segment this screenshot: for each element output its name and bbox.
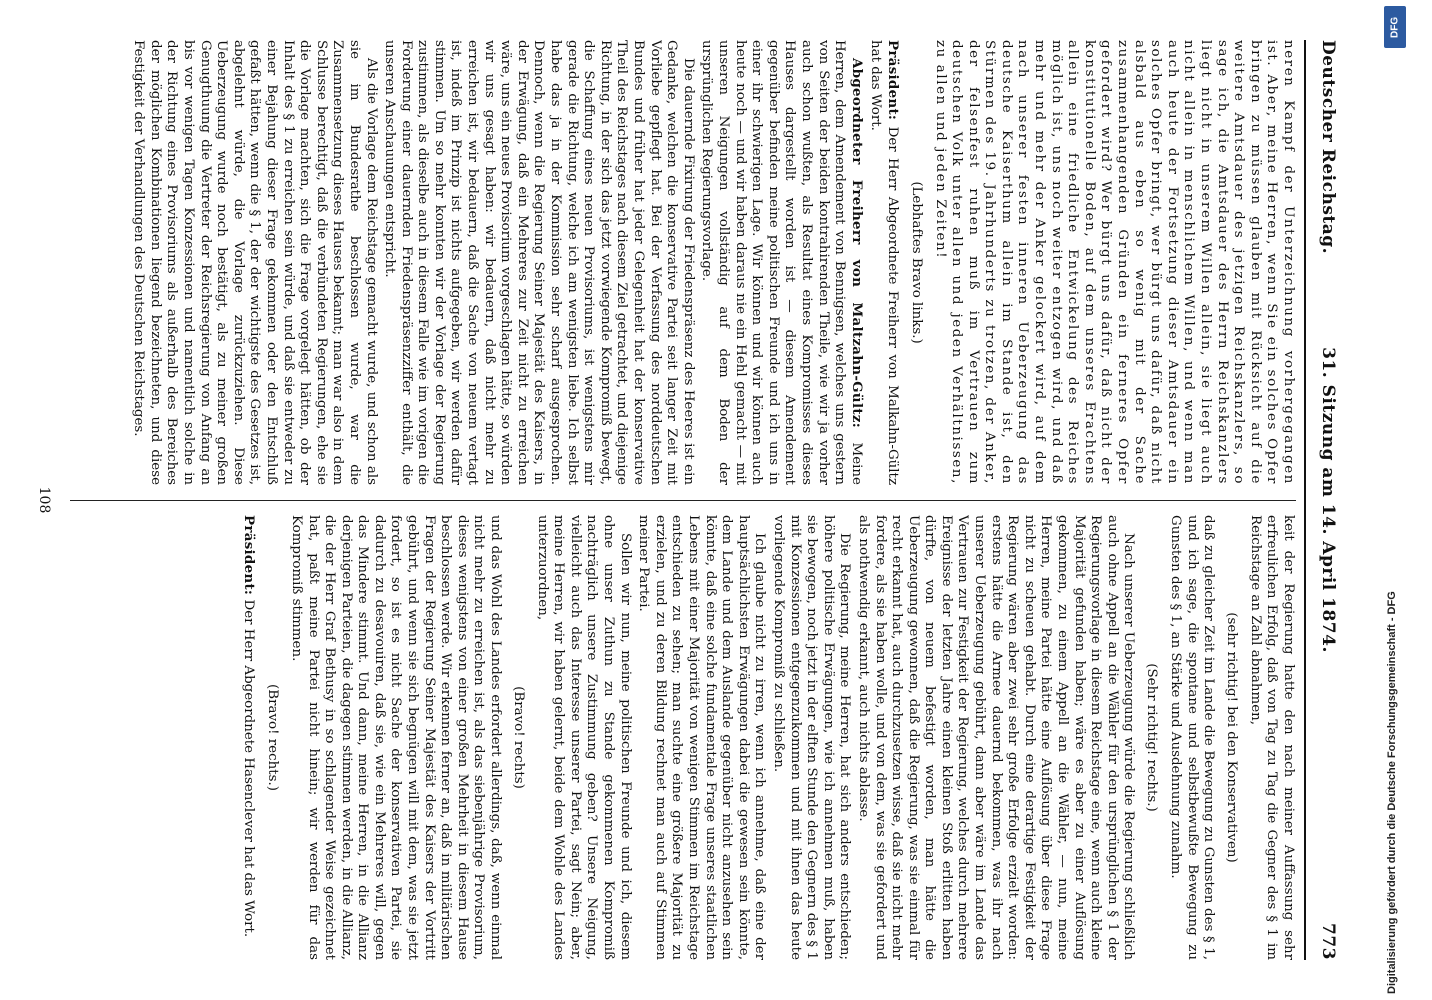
paragraph — [1166, 515, 1216, 960]
paragraph — [698, 40, 865, 485]
paragraph — [381, 40, 696, 485]
reaction-text: (Bravo! rechts) — [511, 686, 527, 789]
paragraph-text: Nach unserer Ueberzeugung würde die Regierung schließlich auch ohne Appell an die Wähler für den ursprünglichen § 1 der Regierungsvorlage in diesem Reichstage eine, wenn auch kleine Majorität gefunden haben; wäre es aber zu einer Auflösung gekommen, zu einem Appell an die Wähler, — nun, meine Herren, meine Partei hätte eine Auflösung über diese Frage nicht zu scheuen gehabt. Durch eine derartige Festigkeit der Regierung wären aber zwei sehr große Erfolge erzielt worden: erstens hätte die Armee dauernd bekommen, was ihr nach unserer Ueberzeugung gebührt, dann aber wäre im Lande das Vertrauen zur Festigkeit der Regierung, welches durch mehrere Ereignisse der letzten Jahre einen kleinen Stoß erlitten haben dürfte, von neuem befestigt worden, man hätte die Ueberzeugung gewonnen, daß die Regierung, was sie einmal für recht erkannt hat, auch durchzusetzen wisse, daß sie nicht mehr fordere, als sie haben wolle, und von dem, was sie gefordert und als nothwendig erkannt, auch nichts ablasse. — [855, 515, 1137, 960]
reaction-text: (Lebhaftes Bravo links.) — [908, 181, 924, 344]
reaction-text: (Sehr richtig! rechts.) — [1144, 663, 1160, 812]
paragraph — [130, 40, 379, 485]
speaker-name: Abgeordneter Freiherr von Maltzahn-Gültz: — [848, 58, 865, 428]
reaction-line — [263, 515, 281, 960]
paragraph-text: Die Regierung, meine Herren, hat sich anders entschieden; höhere politische Erwägungen, wie ich annehmen muß, haben sie bewogen, noch jetzt in der elften Stunde den Gegnern des § 1 mit Konzessionen entgegenzukommen und mit ihnen das heute vorliegende Kompromiß zu schließen. — [770, 515, 853, 960]
signature-mark: 108 — [36, 486, 52, 514]
paragraph — [240, 515, 258, 960]
right-column — [70, 515, 1296, 960]
paragraph-text: Sollen wir nun, meine politischen Freunde und ich, diesem ohne unser Zuthun zu Stande gekommenen Kompromiß nachträglich unsere Zustimmung geben? Unsere Neigung, vielleicht auch das Interesse unserer Partei, sagt Nein; aber, meine Herren, wir haben gelernt, beide dem Wohle des Landes unterzuordnen, — [534, 515, 633, 960]
running-title: Deutscher Reichstag. — [1318, 40, 1338, 255]
reaction-text: (Bravo! rechts.) — [265, 684, 281, 791]
reaction-line — [1142, 515, 1160, 960]
paragraph-text: Meine Herren, dem Amendement von Bennigsen, welches uns gestern von Seiten der beiden kontrahirenden Theile, wie wir ja vorher auch schon wußten, als Resultat eines Kompromisses dieses Hauses dargestellt worden ist — diesem Amendement gegenüber befinden meine politischen Freunde und ich uns in einer ihr schwierigen Lage. Wir können und wir können auch heute noch — und wir haben daraus nie ein Hehl gemacht — mit unseren Neigungen vollständig auf dem Boden der ursprünglichen Regierungsvorlage. — [699, 40, 864, 485]
reaction-line — [907, 40, 925, 485]
paragraph — [635, 515, 768, 960]
session-date: 31. Sitzung am 14. April 1874. — [1318, 347, 1338, 653]
paragraph — [533, 515, 633, 960]
paragraph-text: Der Herr Abgeordnete Hasenclever hat das Wort. — [241, 599, 257, 938]
funding-credit: Digitalisierung gefördert durch die Deutsche Forschungsgemeinschaft - DFG — [1386, 591, 1398, 994]
dfg-logo: DFG — [1384, 6, 1406, 48]
page-number: 773 — [1318, 923, 1338, 960]
side-note — [1380, 0, 1432, 1000]
speaker-name: Präsident: — [884, 40, 901, 121]
left-column — [70, 40, 1296, 485]
paragraph — [867, 40, 901, 485]
speaker-name: Präsident: — [241, 515, 258, 596]
reaction-line — [1222, 515, 1240, 960]
paragraph-text: Der Herr Abgeordnete Freiherr von Malkahn-Gültz hat das Wort. — [868, 40, 900, 485]
paragraph-text: Ich glaube nicht zu irren, wenn ich annehme, daß eine der hauptsächlichsten Erwägungen dabei die gewesen sein könnte, dem Lande und dem Auslande gegenüber nicht anzusehen sein könnte, daß eine solche fundamentale Frage unseres staatlichen Lebens mit einer Majorität von wenigen Stimmen im Reichstage entschieden zu sehen; man suchte eine größere Majorität zu erzielen, und zu deren Bildung rechnet man auch auf Stimmen meiner Partei. — [636, 515, 768, 960]
paragraph-text: neren Kampf der Unterzeichnung vorhergegangen ist. Aber, meine Herren, wenn Sie ein solches Opfer bringen zu müssen glauben mit Rücksicht auf die weitere Amtsdauer des jetzigen Reichskanzlers, so sage ich, die Amtsdauer des Herrn Reichskanzlers liegt nicht in unserem Willen allein, sie liegt auch nicht allein in menschlichem Willen, und wenn man auch heute der Fortsetzung dieser Amtsdauer ein solches Opfer bringt, wer bürgt uns dafür, daß nicht alsbald aus eben so wenig mit der Sache zusammenhangenden Gründen ein ferneres Opfer gefordert wird? Wer bürgt uns dafür, daß nicht der konstitutionelle Boden, auf dem unseres Erachtens allein eine friedliche Entwickelung des Reiches möglich ist, uns noch weiter entzogen wird, und daß mehr und mehr der Anker gelockert wird, auf dem nach unserer festen inneren Ueberzeugung das deutsche Kaiserthum allein im Stande ist, den Stürmen des 19. Jahrhunderts zu trotzen, der Anker, der felsenfest ruhen muß im Vertrauen zum deutschen Volk unter allen und jeden Verhältnissen, zu allen und jeden Zeiten! — [932, 40, 1296, 485]
paragraph — [854, 515, 1136, 960]
paragraph — [287, 515, 503, 960]
paragraph — [769, 515, 852, 960]
page-header — [1304, 40, 1342, 960]
paragraph-text: Die dauernde Fixirung der Friedenspräsenz des Heeres ist ein Gedanke, welchen die konservative Partei seit langer Zeit mit Vorliebe gepflegt hat. Bei der Verfassung des norddeutschen Bundes und früher hat jeder Gelegenheit hat der konservative Theil des Reichstages nach diesem Ziel getrachtet, und diejenige Richtung, in der sich das jetzt vorwiegende Kompromiß bewegt, die Schaffung eines neuen Provisoriums, ist wenigstens mir gerade die Richtung, welche ich am wenigsten liebe. Ich selbst habe das ja in der Kommission sehr scharf ausgesprochen. Dennoch, wenn die Regierung Seiner Majestät des Kaisers, in der Erwägung, daß ein Mehreres zur Zeit nicht zu erreichen wäre, uns ein neues Provisorium vorgeschlagen hätte, so würden wir uns gesagt haben: wir bedauern, daß nicht mehr zu erreichen ist, wir bedauern, daß die Sache von neuem vertagt ist, indeß im Prinzip ist nichts aufgegeben, wir werden dafür stimmen. Um so mehr konnten wir der Vorlage der Regierung zustimmen, als dieselbe auch in diesem Falle wie im vorigen die Forderung einer dauernden Friedenspräsenzziffer enthält, die unseren Anschauungen entspricht. — [382, 40, 696, 485]
reaction-line — [509, 515, 527, 960]
column-divider — [70, 500, 1296, 501]
paragraph — [1246, 515, 1296, 960]
paragraph-text: keit der Regierung hatte den nach meiner Auffassung sehr erfreulichen Erfolg, daß von Tag zu Tag die Gegner des § 1 im Reichstage an Zahl abnahmen, — [1247, 515, 1296, 960]
paragraph-text: Als die Vorlage dem Reichstage gemacht wurde, und schon als sie im Bundesrathe beschlossen wurde, war die Zusammensetzung dieses Hauses bekannt; man war also in dem Schlusse berechtigt, daß die verbündeten Regierungen, ehe sie die Vorlage machten, sich die Frage vorgelegt hätten, ob der Inhalt des § 1 zu erreichen sein würde, und daß sie entweder zu einer Bejahung dieser Frage gekommen oder den Entschluß gefaßt hätten, wenn die § 1, der der wichtigste des Gesetzes ist, abgelehnt würde, die Vorlage zurückzuziehen. Diese Ueberzeugung wurde noch bestätigt, als zu meiner großen Genugthuung die Vertreter der Reichsregierung von Anfang an bis vor wenigen Tagen Konzessionen und namentlich solche in der Richtung eines Provisoriums als außerhalb des Bereiches der möglichen Kombinationen liegend bezeichneten, und diese Festigkeit der Verhandlungen des Deutschen Reichstages. — [131, 40, 379, 485]
text-columns — [70, 40, 1296, 960]
paragraph-text: daß zu gleicher Zeit im Lande die Bewegung zu Gunsten des § 1, und ich sage, die spontane und selbstbewußte Bewegung zu Gunsten des § 1, an Stärke und Ausdehnung zunahm. — [1168, 515, 1217, 960]
paragraph-text: und das Wohl des Landes erfordert allerdings, daß, wenn einmal nicht mehr zu erreichen ist, als das siebenjährige Provisorium, dieses wenigstens von einer großen Mehrheit in diesem Hause beschlossen werde. Wir erkennen ferner an, daß in militärischen Fragen der Regierung Seiner Majestät des Kaisers der Vortritt gebührt, und wenn sie sich begnügen will mit dem, was sie jetzt fordert, so ist es nicht Sache der konservativen Partei, sie dadurch zu desavouiren, daß sie, wie ein Mehreres will, gegen das Mindere stimmt. Und dann, meine Herren, in die Allianz derjenigen Parteien, die dagegen stimmen werden, in die Allianz, die der Herr Graf Bethusy in so schlagender Weise gezeichnet hat, paßt meine Partei nicht hinein; wir werden für das Kompromiß stimmen. — [288, 515, 504, 960]
reaction-text: (sehr richtig! bei den Konservativen) — [1224, 612, 1240, 863]
paragraph — [931, 40, 1296, 485]
